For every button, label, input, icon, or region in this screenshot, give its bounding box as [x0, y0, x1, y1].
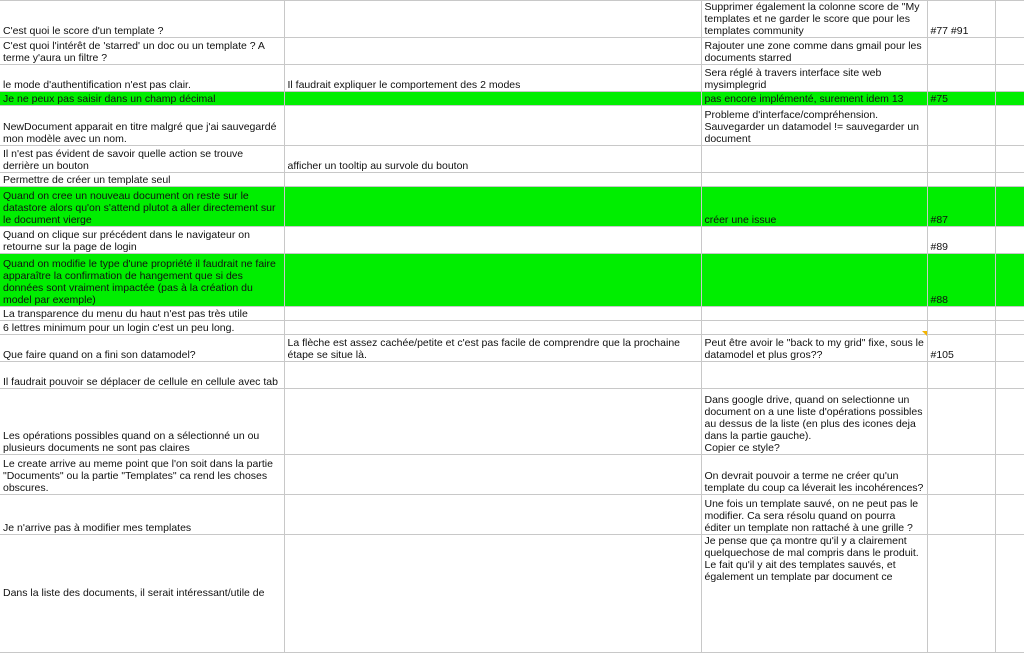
issue-cell[interactable]: Les opérations possibles quand on a sélectionné un ou plusieurs documents ne sont pas claires — [0, 389, 284, 455]
extra-cell[interactable] — [995, 1, 1024, 38]
extra-cell[interactable] — [995, 254, 1024, 307]
issue-cell[interactable]: Permettre de créer un template seul — [0, 173, 284, 187]
comment-indicator-icon[interactable] — [922, 331, 927, 336]
suggestion-cell[interactable] — [284, 173, 701, 187]
suggestion-cell[interactable] — [284, 106, 701, 146]
response-cell[interactable] — [701, 321, 927, 335]
issue-cell[interactable]: La transparence du menu du haut n'est pas très utile — [0, 307, 284, 321]
suggestion-cell[interactable] — [284, 38, 701, 65]
issue-cell[interactable]: Quand on clique sur précédent dans le navigateur on retourne sur la page de login — [0, 227, 284, 254]
suggestion-cell[interactable] — [284, 495, 701, 535]
table-row — [0, 92, 1024, 106]
suggestion-cell[interactable] — [284, 254, 701, 307]
suggestion-cell[interactable] — [284, 1, 701, 38]
extra-cell[interactable] — [995, 321, 1024, 335]
ticket-cell[interactable] — [927, 535, 995, 653]
table-row — [0, 173, 1024, 187]
response-cell[interactable] — [701, 173, 927, 187]
issue-cell[interactable]: Je ne peux pas saisir dans un champ décimal — [0, 92, 284, 106]
ticket-cell[interactable]: #75 — [927, 92, 995, 106]
issue-cell[interactable]: 6 lettres minimum pour un login c'est un peu long. — [0, 321, 284, 335]
issue-cell[interactable]: Le create arrive au meme point que l'on soit dans la partie "Documents" ou la partie "Templates" ca rend les choses obscures. — [0, 455, 284, 495]
extra-cell[interactable] — [995, 106, 1024, 146]
table-row — [0, 455, 1024, 495]
table-row — [0, 38, 1024, 65]
response-cell[interactable]: Sera réglé à travers interface site web mysimplegrid — [701, 65, 927, 92]
extra-cell[interactable] — [995, 389, 1024, 455]
ticket-cell[interactable] — [927, 65, 995, 92]
response-cell[interactable]: pas encore implémenté, surement idem 13 — [701, 92, 927, 106]
table-row — [0, 1, 1024, 38]
suggestion-cell[interactable] — [284, 535, 701, 653]
ticket-cell[interactable]: #105 — [927, 335, 995, 362]
table-row — [0, 106, 1024, 146]
suggestion-cell[interactable]: afficher un tooltip au survole du bouton — [284, 146, 701, 173]
response-cell[interactable] — [701, 227, 927, 254]
suggestion-cell[interactable]: Il faudrait expliquer le comportement des 2 modes — [284, 65, 701, 92]
suggestion-cell[interactable] — [284, 227, 701, 254]
suggestion-cell[interactable]: La flèche est assez cachée/petite et c'est pas facile de comprendre que la prochaine étape se situe là. — [284, 335, 701, 362]
table-row — [0, 146, 1024, 173]
extra-cell[interactable] — [995, 455, 1024, 495]
issue-cell[interactable]: NewDocument apparait en titre malgré que j'ai sauvegardé mon modèle avec un nom. — [0, 106, 284, 146]
table-row — [0, 362, 1024, 389]
table-row — [0, 307, 1024, 321]
response-cell[interactable]: Supprimer également la colonne score de "My templates et ne garder le score que pour les templates community — [701, 1, 927, 38]
extra-cell[interactable] — [995, 495, 1024, 535]
ticket-cell[interactable] — [927, 173, 995, 187]
response-cell[interactable] — [701, 307, 927, 321]
extra-cell[interactable] — [995, 362, 1024, 389]
extra-cell[interactable] — [995, 173, 1024, 187]
extra-cell[interactable] — [995, 92, 1024, 106]
suggestion-cell[interactable] — [284, 307, 701, 321]
table-row — [0, 65, 1024, 92]
table-row — [0, 335, 1024, 362]
ticket-cell[interactable] — [927, 455, 995, 495]
extra-cell[interactable] — [995, 187, 1024, 227]
response-cell[interactable]: Dans google drive, quand on selectionne un document on a une liste d'opérations possibles au dessus de la liste (en plus des icones deja dans la partie gauche). Copier ce style? — [701, 389, 927, 455]
suggestion-cell[interactable] — [284, 92, 701, 106]
issue-cell[interactable]: Quand on cree un nouveau document on reste sur le datastore alors qu'on s'attend plutot a aller directement sur le document vierge — [0, 187, 284, 227]
ticket-cell[interactable]: #87 — [927, 187, 995, 227]
suggestion-cell[interactable] — [284, 389, 701, 455]
ticket-cell[interactable] — [927, 146, 995, 173]
issue-cell[interactable]: Il n'est pas évident de savoir quelle action se trouve derrière un bouton — [0, 146, 284, 173]
table-row — [0, 227, 1024, 254]
ticket-cell[interactable]: #89 — [927, 227, 995, 254]
issue-cell[interactable]: Que faire quand on a fini son datamodel? — [0, 335, 284, 362]
ticket-cell[interactable] — [927, 38, 995, 65]
ticket-cell[interactable] — [927, 362, 995, 389]
response-cell[interactable]: Une fois un template sauvé, on ne peut pas le modifier. Ca sera résolu quand on pourra éditer un template non rattaché à une grille ? — [701, 495, 927, 535]
response-cell[interactable] — [701, 254, 927, 307]
ticket-cell[interactable] — [927, 389, 995, 455]
issue-cell[interactable]: C'est quoi le score d'un template ? — [0, 1, 284, 38]
ticket-cell[interactable] — [927, 321, 995, 335]
response-cell[interactable] — [701, 146, 927, 173]
extra-cell[interactable] — [995, 227, 1024, 254]
ticket-cell[interactable] — [927, 307, 995, 321]
ticket-cell[interactable] — [927, 106, 995, 146]
response-cell[interactable]: Peut être avoir le "back to my grid" fixe, sous le datamodel et plus gros?? — [701, 335, 927, 362]
extra-cell[interactable] — [995, 535, 1024, 653]
extra-cell[interactable] — [995, 38, 1024, 65]
extra-cell[interactable] — [995, 146, 1024, 173]
suggestion-cell[interactable] — [284, 362, 701, 389]
extra-cell[interactable] — [995, 65, 1024, 92]
extra-cell[interactable] — [995, 335, 1024, 362]
table-row — [0, 187, 1024, 227]
extra-cell[interactable] — [995, 307, 1024, 321]
issue-cell[interactable]: Dans la liste des documents, il serait intéressant/utile de — [0, 535, 284, 653]
issue-cell[interactable]: Quand on modifie le type d'une propriété il faudrait ne faire apparaître la confirmation de hangement que si des données sont vraiment impactée (pas à la création du model par exemple) — [0, 254, 284, 307]
ticket-cell[interactable] — [927, 495, 995, 535]
ticket-cell[interactable]: #88 — [927, 254, 995, 307]
table-row — [0, 389, 1024, 455]
suggestion-cell[interactable] — [284, 321, 701, 335]
suggestion-cell[interactable] — [284, 455, 701, 495]
table-row — [0, 535, 1024, 653]
suggestion-cell[interactable] — [284, 187, 701, 227]
issue-cell[interactable]: le mode d'authentification n'est pas clair. — [0, 65, 284, 92]
table-row — [0, 254, 1024, 307]
response-cell[interactable]: On devrait pouvoir a terme ne créer qu'un template du coup ca léverait les incohérences? — [701, 455, 927, 495]
issue-cell[interactable]: Je n'arrive pas à modifier mes templates — [0, 495, 284, 535]
issue-cell[interactable]: Il faudrait pouvoir se déplacer de cellule en cellule avec tab — [0, 362, 284, 389]
response-cell[interactable]: créer une issue — [701, 187, 927, 227]
table-row — [0, 495, 1024, 535]
spreadsheet-body — [0, 1, 1024, 653]
response-cell[interactable]: Je pense que ça montre qu'il y a clairement quelquechose de mal compris dans le produit. Le fait qu'il y ait des templates sauvés, et également un template par document ce — [701, 535, 927, 653]
issue-cell[interactable]: C'est quoi l'intérêt de 'starred' un doc ou un template ? A terme y'aura un filtre ? — [0, 38, 284, 65]
ticket-cell[interactable]: #77 #91 — [927, 1, 995, 38]
response-cell[interactable] — [701, 362, 927, 389]
table-row — [0, 321, 1024, 335]
response-cell[interactable]: Rajouter une zone comme dans gmail pour les documents starred — [701, 38, 927, 65]
response-cell[interactable]: Probleme d'interface/compréhension. Sauvegarder un datamodel != sauvegarder un document — [701, 106, 927, 146]
